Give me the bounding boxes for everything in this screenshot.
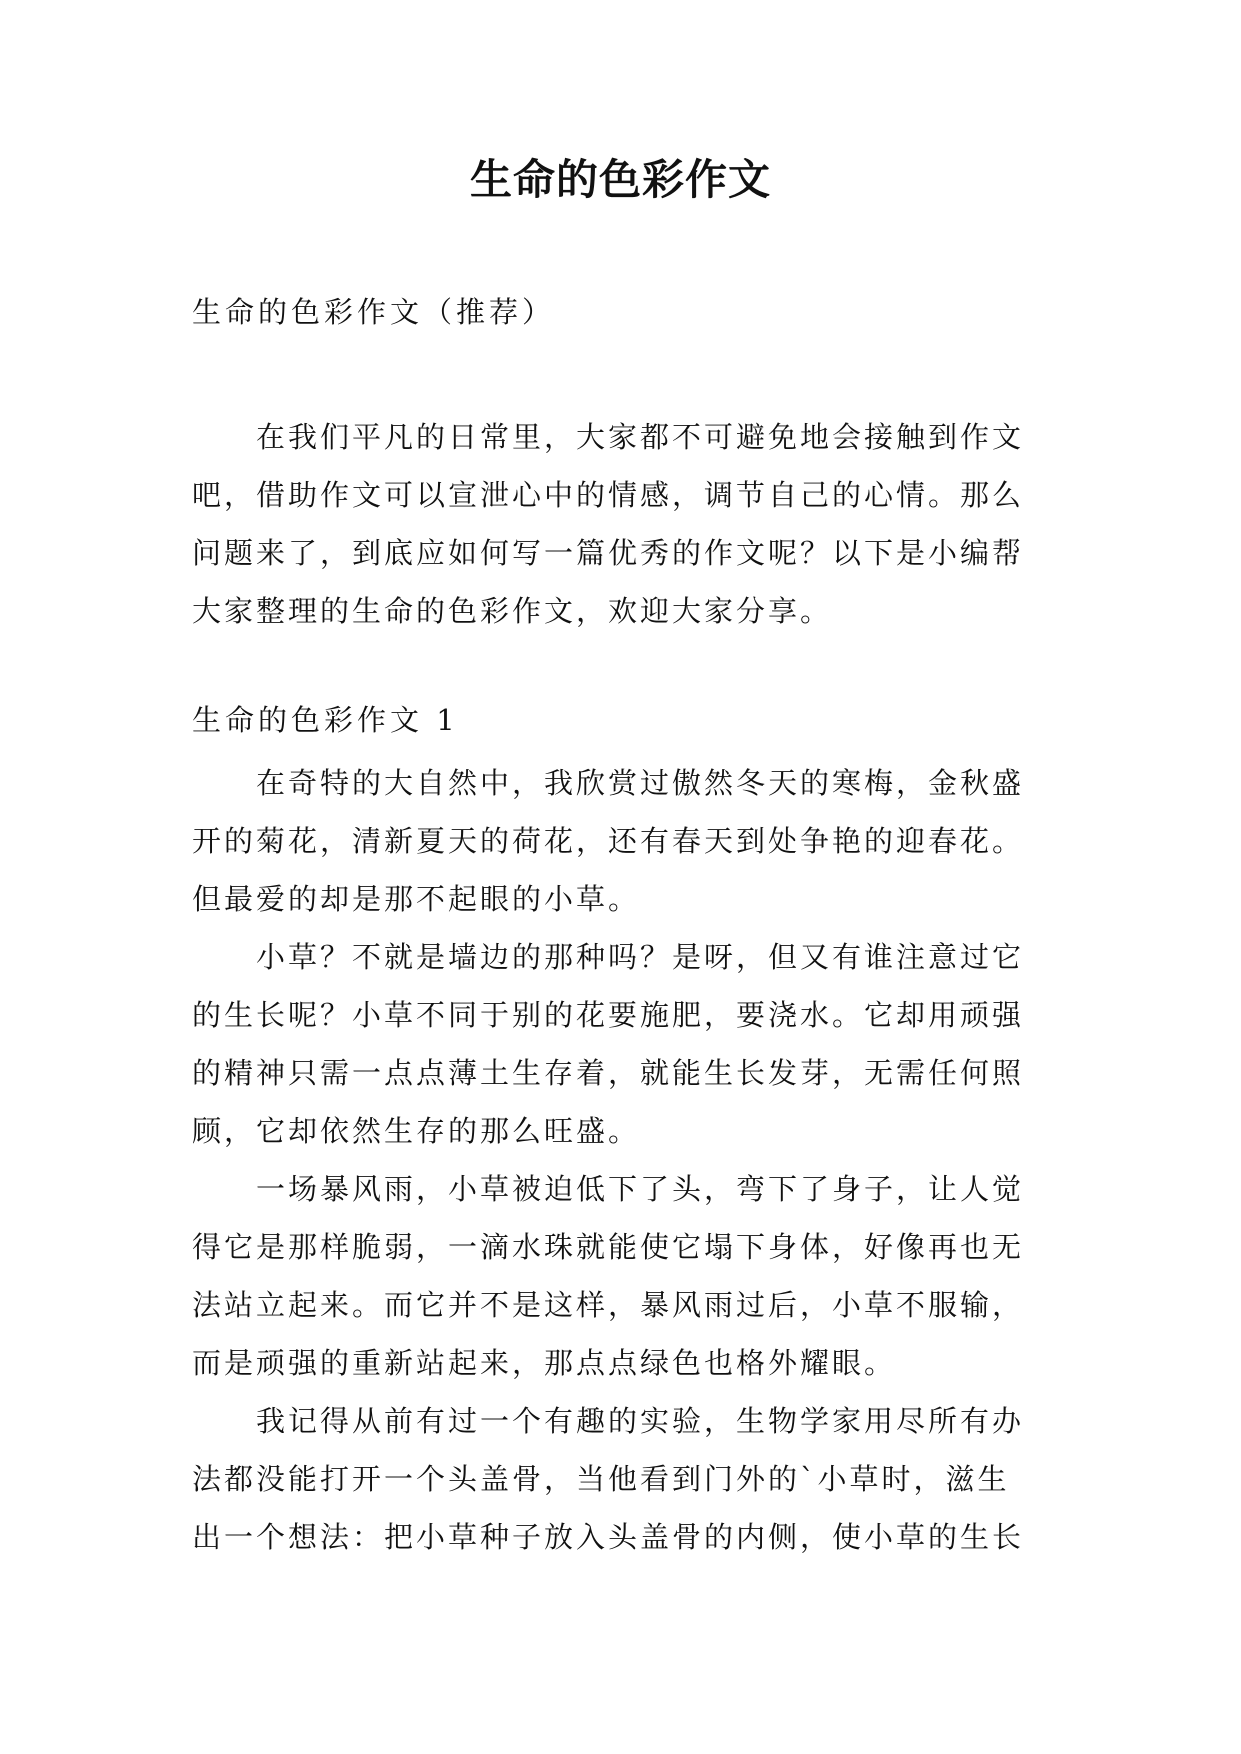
text-line: 的生长呢？小草不同于别的花要施肥，要浇水。它却用顽强	[192, 998, 1025, 1032]
page-title: 生命的色彩作文	[469, 155, 771, 204]
text-line: 大家整理的生命的色彩作文，欢迎大家分享。	[192, 594, 833, 628]
text-line: 问题来了，到底应如何写一篇优秀的作文呢？以下是小编帮	[192, 536, 1025, 570]
document-subtitle: 生命的色彩作文（推荐）	[192, 295, 556, 329]
text-line: 一场暴风雨，小草被迫低下了头，弯下了身子，让人觉	[256, 1172, 1025, 1206]
text-line: 开的菊花，清新夏天的荷花，还有春天到处争艳的迎春花。	[192, 824, 1025, 858]
essay-body	[192, 754, 1064, 1566]
text-line: 吧，借助作文可以宣泄心中的情感，调节自己的心情。那么	[192, 478, 1025, 512]
text-line: 在奇特的大自然中，我欣赏过傲然冬天的寒梅，金秋盛	[256, 766, 1025, 800]
text-line: 法站立起来。而它并不是这样，暴风雨过后，小草不服输，	[192, 1288, 1025, 1322]
text-line: 法都没能打开一个头盖骨，当他看到门外的`小草时，滋生	[192, 1462, 1010, 1496]
text-line: 但最爱的却是那不起眼的小草。	[192, 882, 641, 916]
text-line: 而是顽强的重新站起来，那点点绿色也格外耀眼。	[192, 1346, 897, 1380]
text-line: 我记得从前有过一个有趣的实验，生物学家用尽所有办	[256, 1404, 1025, 1438]
text-line: 的精神只需一点点薄土生存着，就能生长发芽，无需任何照	[192, 1056, 1025, 1090]
text-line: 顾，它却依然生存的那么旺盛。	[192, 1114, 641, 1148]
text-line: 出一个想法：把小草种子放入头盖骨的内侧，使小草的生长	[192, 1520, 1025, 1554]
section-heading: 生命的色彩作文 1	[192, 703, 459, 737]
intro-paragraph	[192, 408, 1064, 640]
text-line: 在我们平凡的日常里，大家都不可避免地会接触到作文	[256, 420, 1025, 454]
text-line: 得它是那样脆弱，一滴水珠就能使它塌下身体，好像再也无	[192, 1230, 1025, 1264]
text-line: 小草？不就是墙边的那种吗？是呀，但又有谁注意过它	[256, 940, 1025, 974]
